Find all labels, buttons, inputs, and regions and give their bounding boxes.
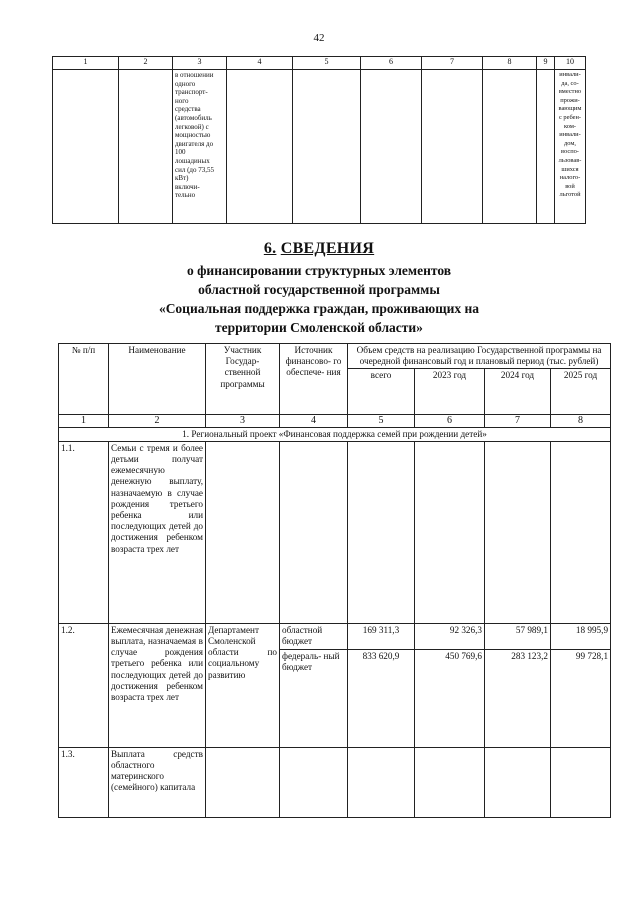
column-number: 1 [59, 415, 109, 427]
row-number: 1.3. [59, 747, 109, 817]
empty-cell [206, 747, 280, 817]
table-row [59, 747, 611, 817]
column-number-row [59, 415, 611, 427]
empty-cell [415, 441, 485, 623]
heading-line-4: территории Смоленской области» [215, 320, 423, 335]
table-row [59, 441, 611, 623]
financing-table [58, 343, 611, 818]
row-name: Ежемесячная денежная выплата, назначаемая в случае рождения третьего ребенка или последующих детей до достижения ребенком возраста трех лет [109, 623, 206, 747]
row-number: 1.2. [59, 623, 109, 747]
column-number: 7 [485, 415, 551, 427]
row-source: областной бюджет [280, 623, 348, 649]
continuation-header-row [53, 57, 586, 70]
column-number: 1 [53, 57, 119, 70]
section-row [59, 427, 611, 441]
column-number: 2 [119, 57, 173, 70]
table-row [59, 623, 611, 649]
row-2025: 18 995,9 [551, 623, 611, 649]
empty-cell [483, 70, 537, 224]
row-2023: 450 769,6 [415, 649, 485, 747]
row-name: Выплата средств областного материнского (семейного) капитала [109, 747, 206, 817]
continuation-body-row [53, 70, 586, 224]
empty-cell [485, 441, 551, 623]
row-participant: Департамент Смоленской области по социальному развитию [206, 623, 280, 747]
empty-cell [361, 70, 422, 224]
empty-cell [348, 441, 415, 623]
column-number: 5 [348, 415, 415, 427]
page-number: 42 [313, 32, 325, 44]
column-number: 3 [206, 415, 280, 427]
empty-cell [119, 70, 173, 224]
header-name: Наименование [109, 344, 206, 415]
empty-cell [485, 747, 551, 817]
header-volume: Объем средств на реализацию Государственной программы на очередной финансовый год и плановый период (тыс. рублей) [348, 344, 611, 369]
empty-cell [280, 747, 348, 817]
heading-line-1: о финансировании структурных элементов [186, 263, 452, 278]
empty-cell [280, 441, 348, 623]
column-number: 10 [555, 57, 586, 70]
header-2024: 2024 год [485, 369, 551, 415]
empty-cell [537, 70, 555, 224]
column-number: 4 [280, 415, 348, 427]
header-2023: 2023 год [415, 369, 485, 415]
disabled-child-cell: инвали- да, со- вместно прожи- вающим с ребен- ком- инвали- дом, воспо- льзовав- шихся налого- вой льготой [555, 70, 586, 224]
column-number: 3 [173, 57, 227, 70]
column-number: 8 [483, 57, 537, 70]
section-number: 6. [263, 240, 277, 257]
header-row-1 [59, 344, 611, 369]
section-title [0, 240, 638, 258]
empty-cell [415, 747, 485, 817]
column-number: 6 [415, 415, 485, 427]
empty-cell [206, 441, 280, 623]
row-2023: 92 326,3 [415, 623, 485, 649]
heading-line-2: областной государственной программы [198, 282, 440, 297]
section-title-cell: 1. Региональный проект «Финансовая поддержка семей при рождении детей» [59, 427, 611, 441]
row-2024: 57 989,1 [485, 623, 551, 649]
row-number: 1.1. [59, 441, 109, 623]
empty-cell [227, 70, 293, 224]
heading-line-3: «Социальная поддержка граждан, проживающих на [158, 301, 480, 316]
column-number: 6 [361, 57, 422, 70]
header-participant: Участник Государ- ственной программы [206, 344, 280, 415]
row-2025: 99 728,1 [551, 649, 611, 747]
empty-cell [551, 441, 611, 623]
row-2024: 283 123,2 [485, 649, 551, 747]
row-source: федераль- ный бюджет [280, 649, 348, 747]
row-name: Семьи с тремя и более детьми получат ежемесячную денежную выплату, назначаемую в случае рождения третьего ребенка или последующих детей до достижения ребенком возраста трех лет [109, 441, 206, 623]
row-total: 169 311,3 [348, 623, 415, 649]
column-number: 8 [551, 415, 611, 427]
column-number: 2 [109, 415, 206, 427]
empty-cell [53, 70, 119, 224]
header-total: всего [348, 369, 415, 415]
header-source: Источник финансово- го обеспече- ния [280, 344, 348, 415]
section-word: СВЕДЕНИЯ [280, 240, 375, 257]
empty-cell [348, 747, 415, 817]
header-2025: 2025 год [551, 369, 611, 415]
header-num: № п/п [59, 344, 109, 415]
column-number: 7 [422, 57, 483, 70]
row-total: 833 620,9 [348, 649, 415, 747]
continuation-table [52, 56, 586, 224]
empty-cell [293, 70, 361, 224]
empty-cell [551, 747, 611, 817]
column-number: 5 [293, 57, 361, 70]
vehicle-condition-cell: в отношении одного транспорт- ного средства (автомобиль легковой) с мощностью двигателя до 100 лошадиных сил (до 73,55 кВт) включи- тельно [173, 70, 227, 224]
column-number: 4 [227, 57, 293, 70]
empty-cell [422, 70, 483, 224]
column-number: 9 [537, 57, 555, 70]
